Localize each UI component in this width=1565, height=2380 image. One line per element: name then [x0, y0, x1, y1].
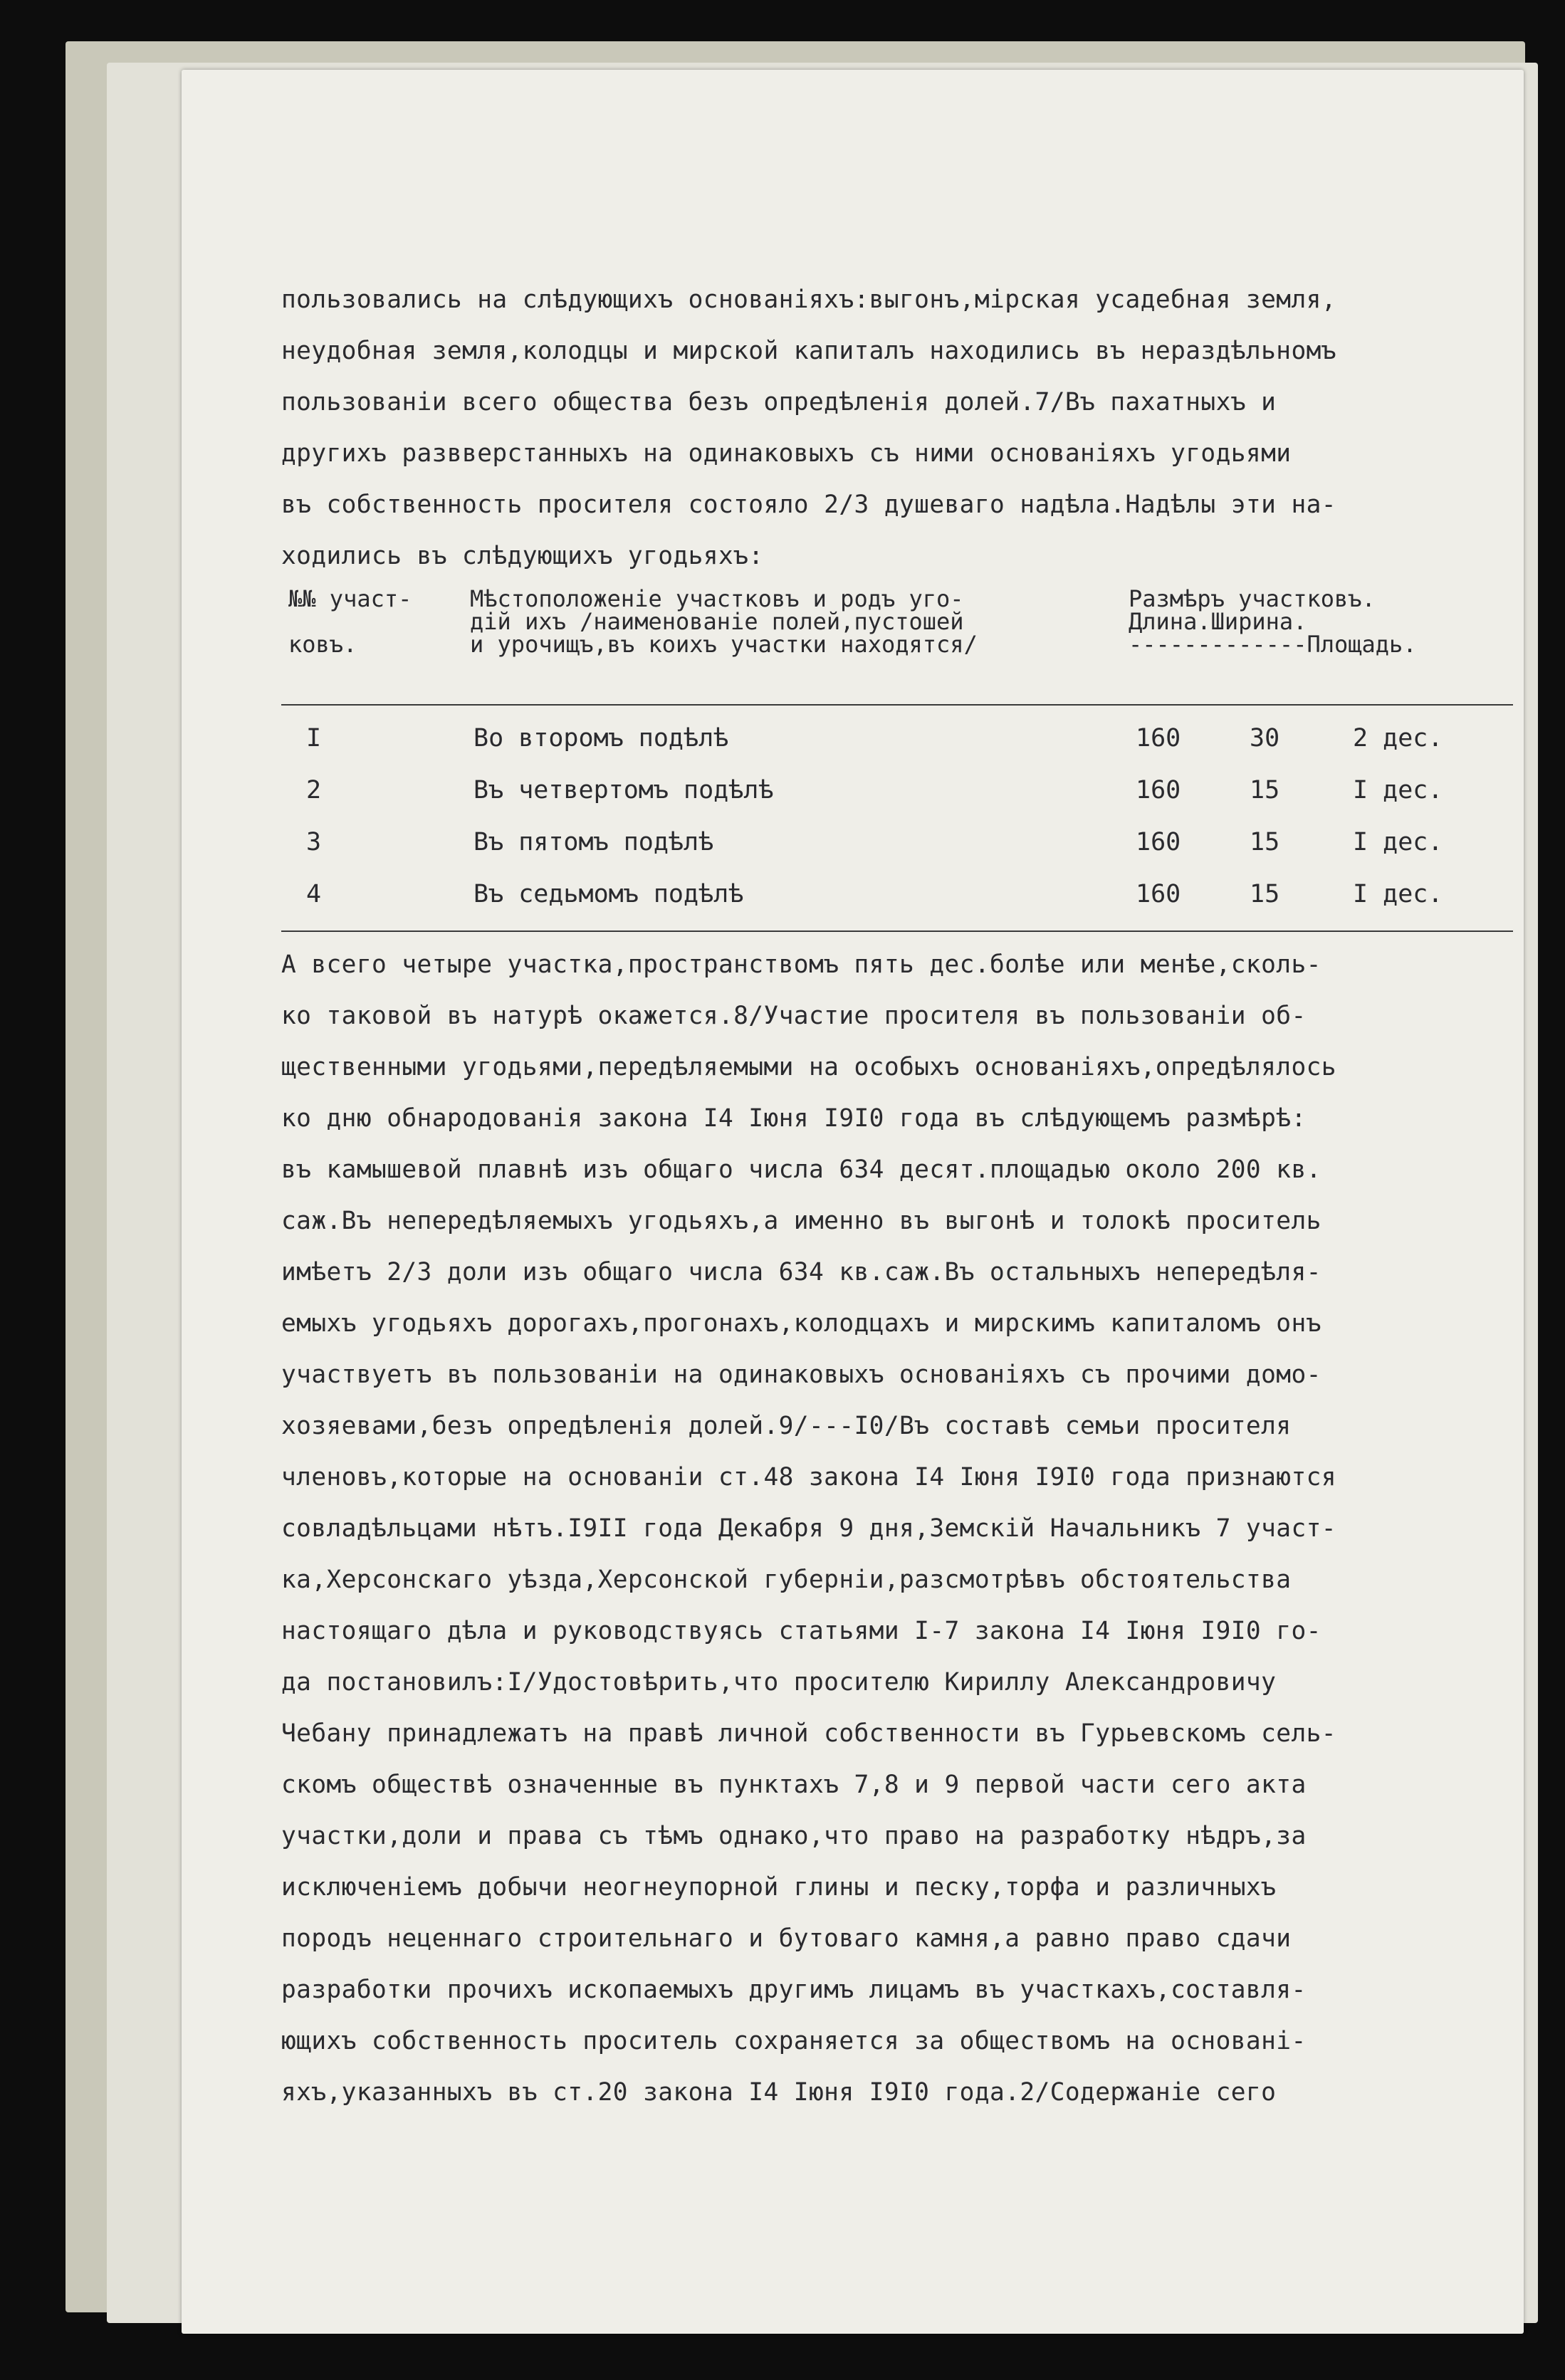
text-line: участвуетъ въ пользованіи на одинаковыхъ основаніяхъ съ прочими домо-: [281, 1361, 1321, 1389]
text-line: настоящаго дѣла и руководствуясь статьями I-7 закона I4 Іюня I9I0 го-: [281, 1617, 1321, 1645]
cell-width: 15: [1250, 776, 1280, 804]
cell-number: 2: [306, 776, 322, 804]
text-line: саж.Въ непередѣляемыхъ угодьяхъ,а именно въ выгонѣ и толокѣ проситель: [281, 1207, 1321, 1235]
text-line: да постановилъ:I/Удостовѣрить,что просителю Кириллу Александровичу: [281, 1668, 1277, 1697]
cell-number: 4: [306, 880, 322, 908]
text-line: ко таковой въ натурѣ окажется.8/Участие просителя въ пользованіи об-: [281, 1002, 1307, 1030]
cell-location: Въ четвертомъ подѣлѣ: [473, 776, 774, 804]
text-line: ходились въ слѣдующихъ угодьяхъ:: [281, 542, 764, 570]
text-line: въ собственность просителя состояло 2/3 душеваго надѣла.Надѣлы эти на-: [281, 491, 1336, 519]
text-line: породъ неценнаго строительнаго и бутоваго камня,а равно право сдачи: [281, 1924, 1292, 1953]
text-line: совладѣльцами нѣтъ.I9II года Декабря 9 дня,Земскій Начальникъ 7 участ-: [281, 1514, 1336, 1543]
typed-text-body: [281, 274, 1513, 2118]
header-col-size: Размѣръ участковъ. Длина.Ширина. -------------Площадь.: [1129, 585, 1417, 658]
paragraph-top: [281, 274, 1513, 582]
cell-location: Въ седьмомъ подѣлѣ: [473, 880, 744, 908]
text-line: Чебану принадлежатъ на правѣ личной собственности въ Гурьевскомъ сель-: [281, 1719, 1336, 1748]
text-line: ющихъ собственность проситель сохраняется за обществомъ на основані-: [281, 2027, 1307, 2055]
cell-width: 15: [1250, 880, 1280, 908]
text-line: емыхъ угодьяхъ дорогахъ,прогонахъ,колодцахъ и мирскимъ капиталомъ онъ: [281, 1309, 1321, 1338]
text-line: членовъ,которые на основаніи ст.48 закона I4 Іюня I9I0 года признаются: [281, 1463, 1336, 1492]
cell-length: 160: [1136, 828, 1181, 856]
text-line: ко дню обнародованія закона I4 Іюня I9I0 года въ слѣдующемъ размѣрѣ:: [281, 1104, 1307, 1133]
table-header: [281, 587, 1513, 694]
cell-length: 160: [1136, 880, 1181, 908]
text-line: исключеніемъ добычи неогнеупорной глины и песку,торфа и различныхъ: [281, 1873, 1277, 1902]
table-row: [281, 817, 1513, 869]
text-line: разработки прочихъ ископаемыхъ другимъ лицамъ въ участкахъ,составля-: [281, 1976, 1307, 2004]
table-rule-bottom: [281, 930, 1513, 932]
cell-location: Въ пятомъ подѣлѣ: [473, 828, 714, 856]
cell-area: 2 дес.: [1353, 724, 1443, 753]
text-line: въ камышевой плавнѣ изъ общаго числа 634 десят.площадью около 200 кв.: [281, 1155, 1321, 1184]
cell-number: 3: [306, 828, 322, 856]
table-rule-top: [281, 704, 1513, 706]
cell-number: I: [306, 724, 322, 753]
table-row: [281, 765, 1513, 817]
cell-area: I дес.: [1353, 776, 1443, 804]
text-line: пользовались на слѣдующихъ основаніяхъ:выгонъ,мірская усадебная земля,: [281, 285, 1336, 314]
table-body: [281, 713, 1513, 921]
header-col-number: №№ участ- ковъ.: [288, 585, 412, 658]
text-line: хозяевами,безъ опредѣленія долей.9/---I0/Въ составѣ семьи просителя: [281, 1412, 1292, 1440]
text-line: участки,доли и права съ тѣмъ однако,что право на разработку нѣдръ,за: [281, 1822, 1307, 1850]
text-line: скомъ обществѣ означенные въ пунктахъ 7,8 и 9 первой части сего акта: [281, 1771, 1307, 1799]
cell-area: I дес.: [1353, 828, 1443, 856]
table-row: [281, 713, 1513, 765]
cell-area: I дес.: [1353, 880, 1443, 908]
text-line: яхъ,указанныхъ въ ст.20 закона I4 Іюня I9I0 года.2/Содержаніе сего: [281, 2078, 1277, 2107]
header-col-location: Мѣстоположеніе участковъ и родъ уго- дій ихъ /наименованіе полей,пустошей и урочищъ,въ коихъ участки находятся/: [470, 585, 978, 658]
paragraph-bottom: [281, 939, 1513, 2118]
text-line: ка,Херсонскаго уѣзда,Херсонской губерніи,разсмотрѣвъ обстоятельства: [281, 1566, 1292, 1594]
cell-location: Во второмъ подѣлѣ: [473, 724, 729, 753]
text-line: пользованіи всего общества безъ опредѣленія долей.7/Въ пахатныхъ и: [281, 388, 1277, 416]
text-line: А всего четыре участка,пространствомъ пять дес.болѣе или менѣе,сколь-: [281, 950, 1321, 979]
text-line: щественными угодьями,передѣляемыми на особыхъ основаніяхъ,опредѣлялось: [281, 1053, 1336, 1081]
cell-length: 160: [1136, 724, 1181, 753]
table-row: [281, 869, 1513, 921]
cell-length: 160: [1136, 776, 1181, 804]
text-line: другихъ развверстанныхъ на одинаковыхъ съ ними основаніяхъ угодьями: [281, 439, 1292, 468]
text-line: имѣетъ 2/3 доли изъ общаго числа 634 кв.саж.Въ остальныхъ непередѣля-: [281, 1258, 1321, 1286]
cell-width: 15: [1250, 828, 1280, 856]
cell-width: 30: [1250, 724, 1280, 753]
text-line: неудобная земля,колодцы и мирской капиталъ находились въ нераздѣльномъ: [281, 337, 1336, 365]
